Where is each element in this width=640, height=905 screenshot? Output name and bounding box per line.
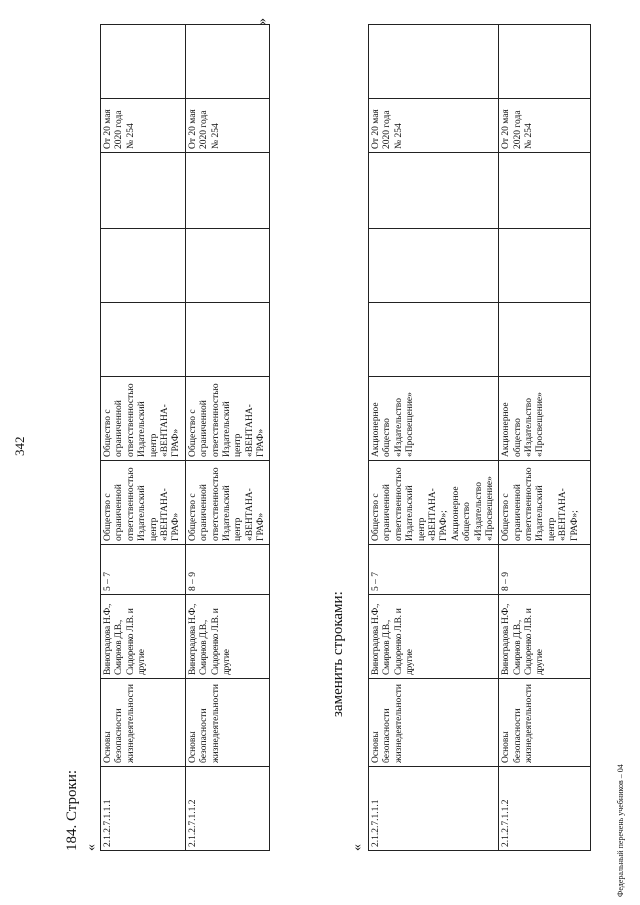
row-col9 bbox=[101, 153, 186, 229]
row-title: Основы безопасности жизнедеятельности bbox=[101, 679, 186, 767]
row-col9 bbox=[369, 153, 499, 229]
row-col11 bbox=[499, 25, 591, 99]
row-authors: Виноградова Н.Ф., Смирнов Д.В., Сидоренко Л.В. и другие bbox=[101, 595, 186, 679]
row-col11 bbox=[369, 25, 499, 99]
row-order: От 20 мая 2020 года № 254 bbox=[101, 99, 186, 153]
row-code: 2.1.2.7.1.1.1 bbox=[369, 767, 499, 851]
row-rights-holder: Акционерное общество «Издательство «Просвещение» bbox=[369, 377, 499, 461]
section1-table bbox=[100, 24, 270, 851]
page-number: 342 bbox=[12, 436, 27, 456]
row-grades: 8 – 9 bbox=[185, 545, 270, 595]
row-authors: Виноградова Н.Ф., Смирнов Д.В., Сидоренко Л.В. и другие bbox=[185, 595, 270, 679]
row-authors: Виноградова Н.Ф., Смирнов Д.В., Сидоренко Л.В. и другие bbox=[499, 595, 591, 679]
row-col7 bbox=[185, 303, 270, 377]
row-grades: 5 – 7 bbox=[369, 545, 499, 595]
row-order: От 20 мая 2020 года № 254 bbox=[499, 99, 591, 153]
footer-note: Федеральный перечень учебников – 04 bbox=[616, 764, 625, 897]
row-code: 2.1.2.7.1.1.2 bbox=[185, 767, 270, 851]
section2-heading: заменить строками: bbox=[330, 591, 346, 717]
row-code: 2.1.2.7.1.1.1 bbox=[101, 767, 186, 851]
row-rights-holder: Акционерное общество «Издательство «Просвещение» bbox=[499, 377, 591, 461]
row-grades: 8 – 9 bbox=[499, 545, 591, 595]
row-order: От 20 мая 2020 года № 254 bbox=[369, 99, 499, 153]
row-order: От 20 мая 2020 года № 254 bbox=[185, 99, 270, 153]
row-authors: Виноградова Н.Ф., Смирнов Д.В., Сидоренко Л.В. и другие bbox=[369, 595, 499, 679]
table-row bbox=[185, 25, 270, 851]
row-col11 bbox=[185, 25, 270, 99]
section1-close-quote: » bbox=[255, 18, 270, 25]
row-code: 2.1.2.7.1.1.2 bbox=[499, 767, 591, 851]
section2-table bbox=[368, 24, 591, 851]
row-publisher: Общество с ограниченной ответственностью Издательский центр «ВЕНТАНА-ГРАФ» bbox=[185, 461, 270, 545]
table-row bbox=[499, 25, 591, 851]
row-col8 bbox=[185, 229, 270, 303]
row-col7 bbox=[369, 303, 499, 377]
row-publisher: Общество с ограниченной ответственностью Издательский центр «ВЕНТАНА-ГРАФ» bbox=[101, 461, 186, 545]
row-col8 bbox=[499, 229, 591, 303]
table-row bbox=[101, 25, 186, 851]
row-col8 bbox=[369, 229, 499, 303]
row-col7 bbox=[499, 303, 591, 377]
row-col7 bbox=[101, 303, 186, 377]
row-title: Основы безопасности жизнедеятельности bbox=[185, 679, 270, 767]
table-row bbox=[369, 25, 499, 851]
row-grades: 5 – 7 bbox=[101, 545, 186, 595]
row-rights-holder: Общество с ограниченной ответственностью Издательский центр «ВЕНТАНА-ГРАФ» bbox=[101, 377, 186, 461]
row-col11 bbox=[101, 25, 186, 99]
row-col9 bbox=[499, 153, 591, 229]
row-col8 bbox=[101, 229, 186, 303]
row-col9 bbox=[185, 153, 270, 229]
row-publisher: Общество с ограниченной ответственностью Издательский центр «ВЕНТАНА-ГРАФ»; Акционерное общество «Издательство «Просвещение» bbox=[369, 461, 499, 545]
row-rights-holder: Общество с ограниченной ответственностью Издательский центр «ВЕНТАНА-ГРАФ» bbox=[185, 377, 270, 461]
row-publisher: Общество с ограниченной ответственностью Издательский центр «ВЕНТАНА-ГРАФ»; bbox=[499, 461, 591, 545]
row-title: Основы безопасности жизнедеятельности bbox=[369, 679, 499, 767]
section1-heading: 184. Строки: bbox=[64, 769, 80, 851]
section1-open-quote: « bbox=[84, 844, 99, 851]
section2-open-quote: « bbox=[350, 844, 365, 851]
row-title: Основы безопасности жизнедеятельности bbox=[499, 679, 591, 767]
